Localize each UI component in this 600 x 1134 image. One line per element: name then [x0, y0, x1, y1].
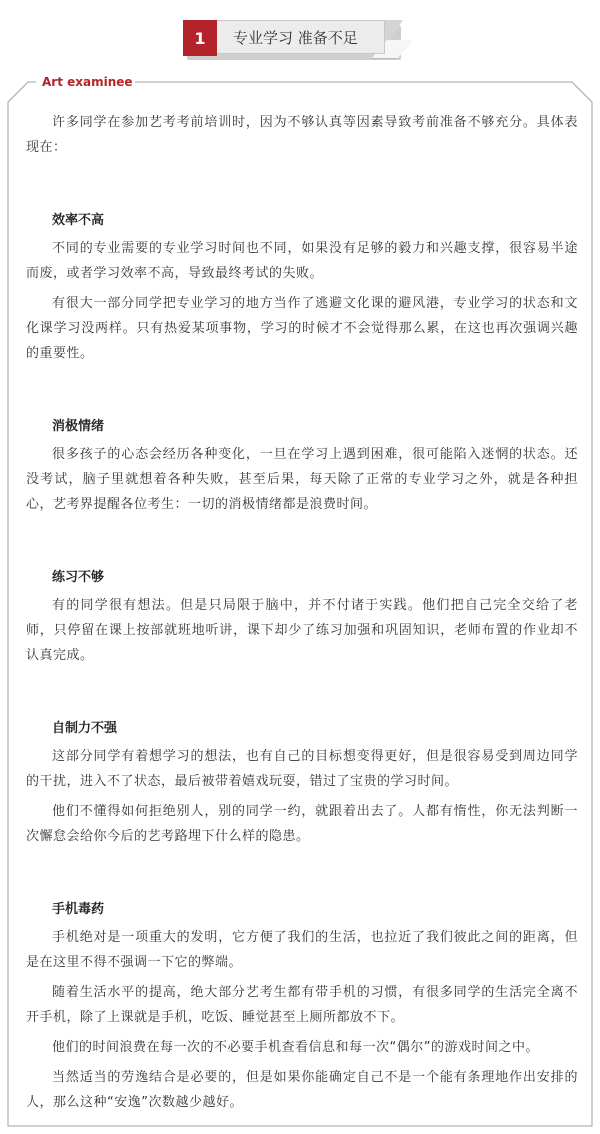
- paragraph: 很多孩子的心态会经历各种变化，一旦在学习上遇到困难，很可能陷入迷惘的状态。还没考试，脑子里就想着各种失败，甚至后果，每天除了正常的专业学习之外，就是各种担心，艺考界提醒各位考生：一切的消极情绪都是浪费时间。: [26, 447, 578, 512]
- paragraph: 有很大一部分同学把专业学习的地方当作了逃避文化课的避风港，专业学习的状态和文化课学习没两样。只有热爱某项事物，学习的时候才不会觉得那么累，在这也再次强调兴趣的重要性。: [26, 296, 578, 361]
- paragraph: 他们不懂得如何拒绝别人，别的同学一约，就跟着出去了。人都有惰性，你无法判断一次懈怠会给你今后的艺考路埋下什么样的隐患。: [26, 804, 578, 844]
- paragraph: 有的同学很有想法。但是只局限于脑中，并不付诸于实践。他们把自己完全交给了老师，只停留在课上按部就班地听讲，课下却少了练习加强和巩固知识，老师布置的作业却不认真完成。: [26, 598, 578, 663]
- paragraph: 手机绝对是一项重大的发明，它方便了我们的生活，也拉近了我们彼此之间的距离，但是在这里不得不强调一下它的弊端。: [26, 930, 578, 970]
- paragraph: 随着生活水平的提高，绝大部分艺考生都有带手机的习惯，有很多同学的生活完全离不开手机，除了上课就是手机，吃饭、睡觉甚至上厕所都放不下。: [26, 985, 578, 1025]
- section-heading-self-control: 自制力不强: [52, 721, 118, 736]
- frame-label: Art examinee: [42, 75, 133, 89]
- paragraph: 他们的时间浪费在每一次的不必要手机查看信息和每一次“偶尔”的游戏时间之中。: [52, 1040, 539, 1055]
- article-body: [26, 110, 578, 1120]
- section-heading-phone: 手机毒药: [52, 902, 105, 917]
- section-number: 1: [183, 20, 217, 56]
- paragraph: 这部分同学有着想学习的想法，也有自己的目标想变得更好，但是很容易受到周边同学的干扰，进入不了状态，最后被带着嬉戏玩耍，错过了宝贵的学习时间。: [26, 749, 578, 789]
- paragraph: 当然适当的劳逸结合是必要的，但是如果你能确定自己不是一个能有条理地作出安排的人，那么这种“安逸”次数越少越好。: [26, 1070, 578, 1110]
- paragraph: 不同的专业需要的专业学习时间也不同，如果没有足够的毅力和兴趣支撑，很容易半途而废，或者学习效率不高，导致最终考试的失败。: [26, 241, 578, 281]
- section-title: 专业学习 准备不足: [233, 28, 358, 47]
- section-heading-negative-emotion: 消极情绪: [52, 419, 105, 434]
- section-heading-practice: 练习不够: [52, 570, 105, 585]
- section-heading-efficiency: 效率不高: [52, 213, 105, 228]
- intro-paragraph: 许多同学在参加艺考考前培训时，因为不够认真等因素导致考前准备不够充分。具体表现在：: [26, 115, 578, 155]
